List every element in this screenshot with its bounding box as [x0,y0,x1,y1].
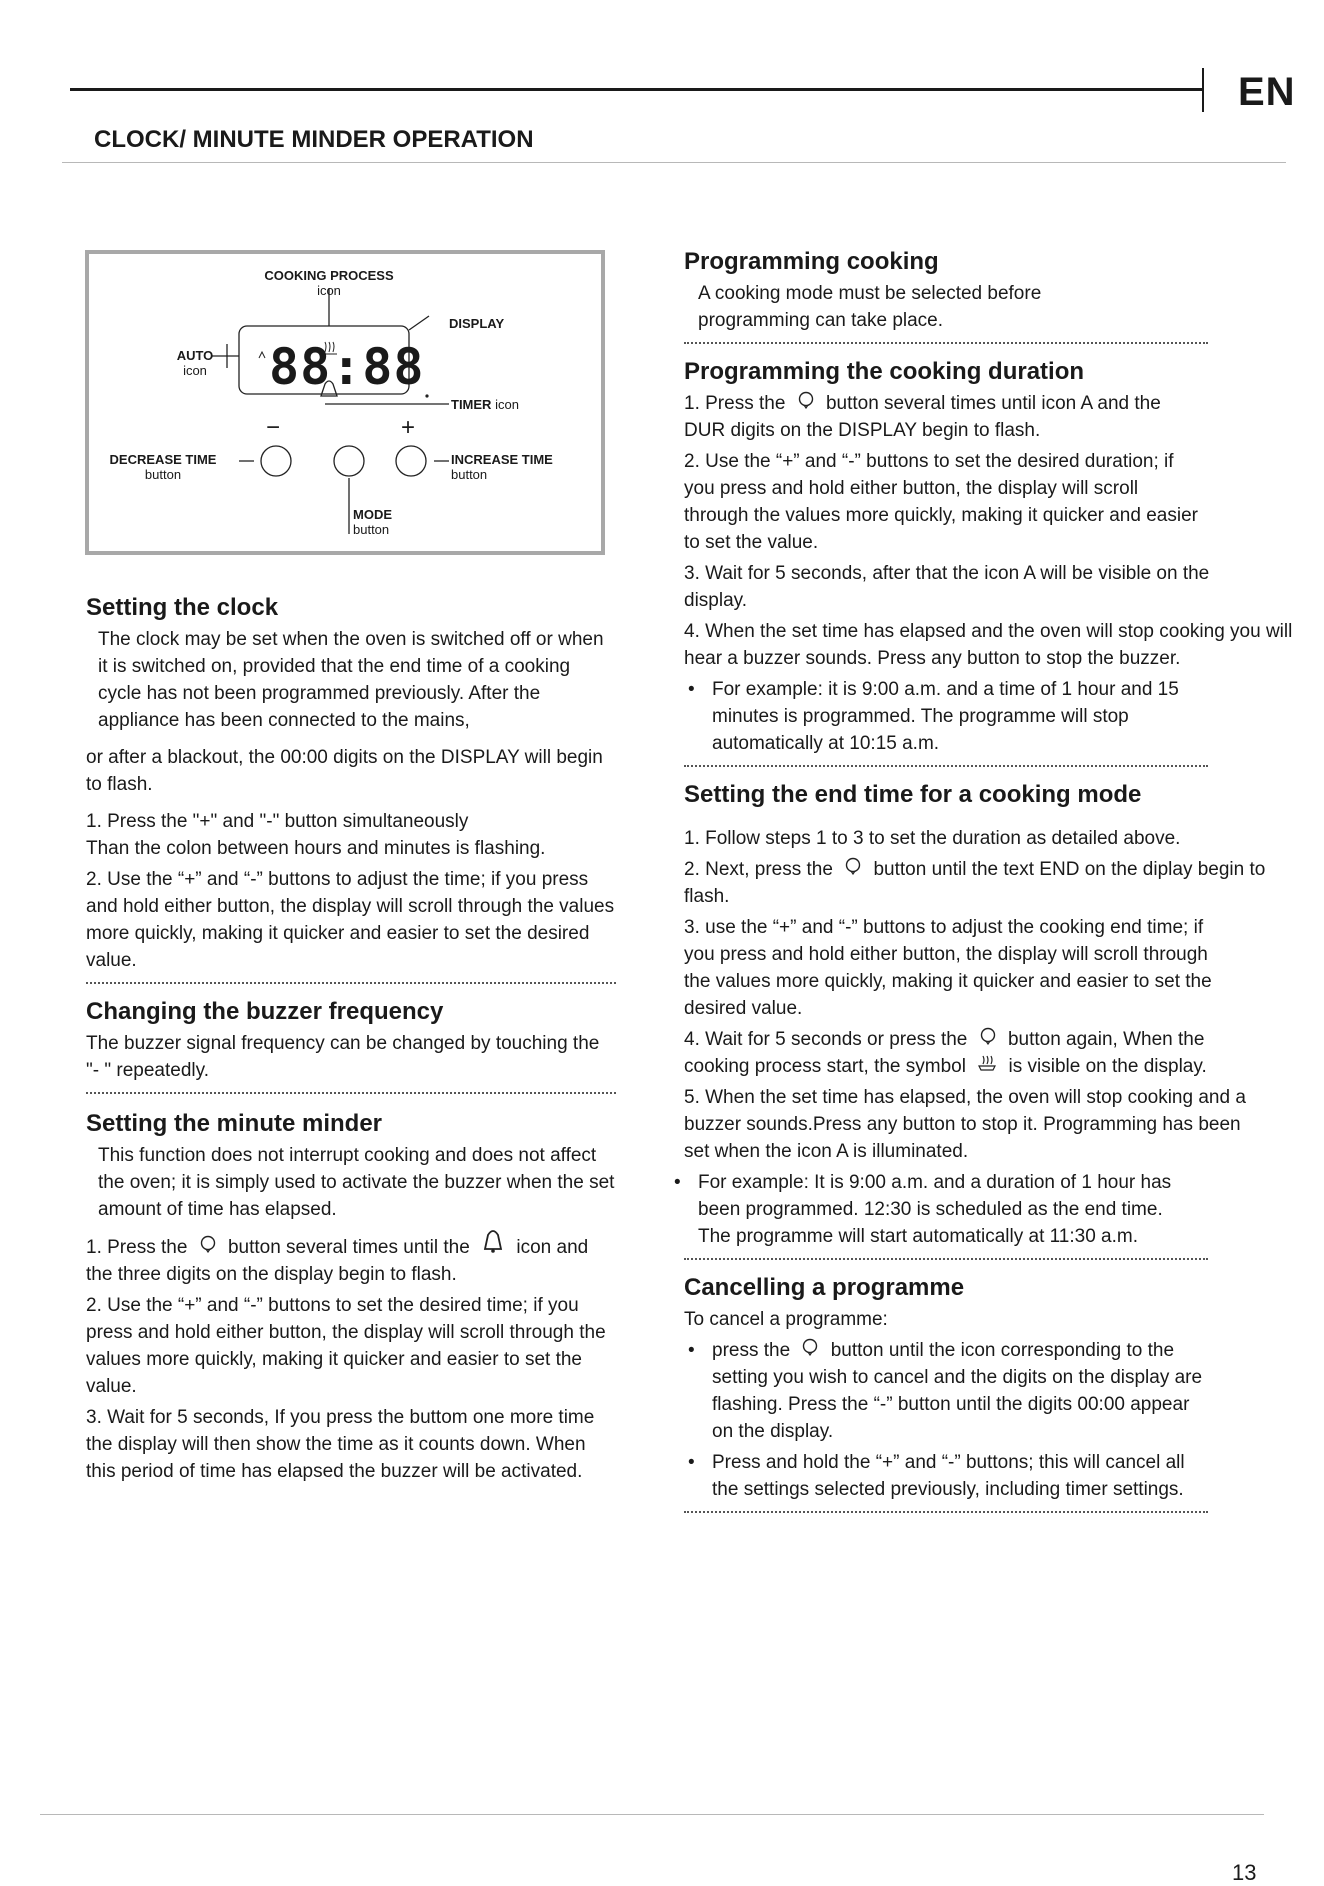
setting-clock-heading: Setting the clock [86,594,279,621]
divider [86,1092,616,1094]
duration-step-1: 1. Press the button several times until icon A and the DUR digits on the DISPLAY begin to flash. [684,390,1204,444]
programming-paragraph: A cooking mode must be selected before programming can take place. [698,283,1042,331]
bell-icon [481,1227,505,1261]
page-title: CLOCK/ MINUTE MINDER OPERATION [94,126,534,153]
mode-button-icon [844,856,862,883]
clock-step-1b: Than the colon between hours and minutes is flashing. [86,838,546,859]
timer-label: TIMER icon [451,397,519,412]
end-step-3: 3. use the “+” and “-” buttons to adjust the cooking end time; if you press and hold either button, the display will scroll through the values more quickly, making it quicker and easier to set the desired value. [684,917,1212,1019]
programming-cooking-heading: Programming cooking [684,248,939,275]
duration-step-2: 2. Use the “+” and “-” buttons to set the desired duration; if you press and hold either button, the display will scroll through the values more quickly, making it quicker and easier to set the value. [684,451,1198,553]
clock-paragraph-2: or after a blackout, the 00:00 digits on the DISPLAY will begin to flash. [86,747,603,795]
mode-button-icon [801,1337,819,1364]
cooking-duration-heading: Programming the cooking duration [684,358,1085,385]
mode-button-icon [797,390,815,417]
buzzer-frequency-heading: Changing the buzzer frequency [86,998,444,1025]
end-example: • For example: It is 9:00 a.m. and a duration of 1 hour has been programmed. 12:30 is scheduled as the end time. The programme will start automatically at 11:30 a.m. [670,1169,1198,1250]
minder-step-2: 2. Use the “+” and “-” buttons to set the desired time; if you press and hold either button, the display will scroll through the values more quickly, making it quicker and easier to set the value. [86,1295,606,1397]
divider [684,1511,1208,1513]
page-number: 13 [1232,1860,1257,1885]
duration-step-3: 3. Wait for 5 seconds, after that the icon A will be visible on the display. [684,563,1210,611]
footer-divider [40,1814,1264,1815]
duration-step-4: 4. When the set time has elapsed and the oven will stop cooking you will hear a buzzer sounds. Press any button to stop the buzzer. [684,621,1293,669]
divider [684,1258,1208,1260]
cancel-bullet-1: • press the button until the icon corresponding to the setting you wish to cancel and the digits on the display are flashing. Press the “-” button until the digits 00:00 appear on the display. [684,1337,1212,1445]
divider [684,765,1208,767]
decrease-time-label: DECREASE TIME button [109,452,217,482]
end-step-2: 2. Next, press the button until the text END on the diplay begin to flash. [684,856,1284,910]
end-step-5: 5. When the set time has elapsed, the oven will stop cooking and a buzzer sounds.Press any button to stop it. Programming has been set when the icon A is illuminated. [684,1087,1246,1162]
cancelling-heading: Cancelling a programme [684,1274,965,1301]
increase-time-label: INCREASE TIME button [451,452,553,482]
minute-minder-heading: Setting the minute minder [86,1110,383,1137]
clock-step-1: 1. Press the "+" and "-" button simultaneously [86,811,469,832]
divider [684,342,1208,344]
header-rule-tick [1202,68,1204,112]
digit-display: 88:88 [269,338,425,396]
end-time-heading: Setting the end time for a cooking mode [684,781,1142,808]
cooking-process-icon [977,1053,997,1080]
minus-sign: − [266,414,281,441]
clock-paragraph-1: The clock may be set when the oven is switched off or when it is switched on, provided that the end time of a cooking cycle has not been programmed previously. After the appliance has been connected to the mains, [98,629,604,731]
display-label: DISPLAY [449,316,505,331]
buzzer-paragraph: The buzzer signal frequency can be changed by touching the "- " repeatedly. [86,1033,600,1081]
minder-step-3: 3. Wait for 5 seconds, If you press the buttom one more time the display will then show the time as it counts down. When this period of time has elapsed the buzzer will be activated. [86,1407,595,1482]
auto-label: AUTO icon [176,348,214,378]
mode-button-icon [199,1234,217,1261]
duration-example: • For example: it is 9:00 a.m. and a time of 1 hour and 15 minutes is programmed. The programme will stop automatically at 10:15 a.m. [684,676,1212,757]
language-code: EN [1238,70,1296,114]
control-panel-diagram [85,250,605,555]
clock-step-2: 2. Use the “+” and “-” buttons to adjust the time; if you press and hold either button, the display will scroll through the values more quickly, making it quicker and easier to set the desired value. [86,869,615,971]
end-step-1: 1. Follow steps 1 to 3 to set the duration as detailed above. [684,828,1181,849]
divider [86,982,616,984]
cancel-intro: To cancel a programme: [684,1309,888,1330]
left-column [86,592,616,1489]
cancel-bullet-2: • Press and hold the “+” and “-” buttons; this will cancel all the settings selected previously, including timer settings. [684,1449,1212,1503]
diagram-lines [89,254,601,551]
minder-paragraph: This function does not interrupt cooking and does not affect the oven; it is simply used to activate the buzzer when the set amount of time has elapsed. [98,1145,615,1220]
mode-button-icon [979,1026,997,1053]
end-step-4: 4. Wait for 5 seconds or press the button again, When the cooking process start, the symbol is visible on the display. [684,1026,1244,1080]
header-rule [70,88,1203,91]
title-divider [62,162,1286,163]
mode-label: MODE button [353,507,392,537]
cooking-process-label: COOKING PROCESS icon [264,268,394,298]
right-column [684,246,1296,1525]
minder-step-1: 1. Press the button several times until the icon and the three digits on the display begin to flash. [86,1227,616,1288]
plus-sign: + [401,414,416,441]
